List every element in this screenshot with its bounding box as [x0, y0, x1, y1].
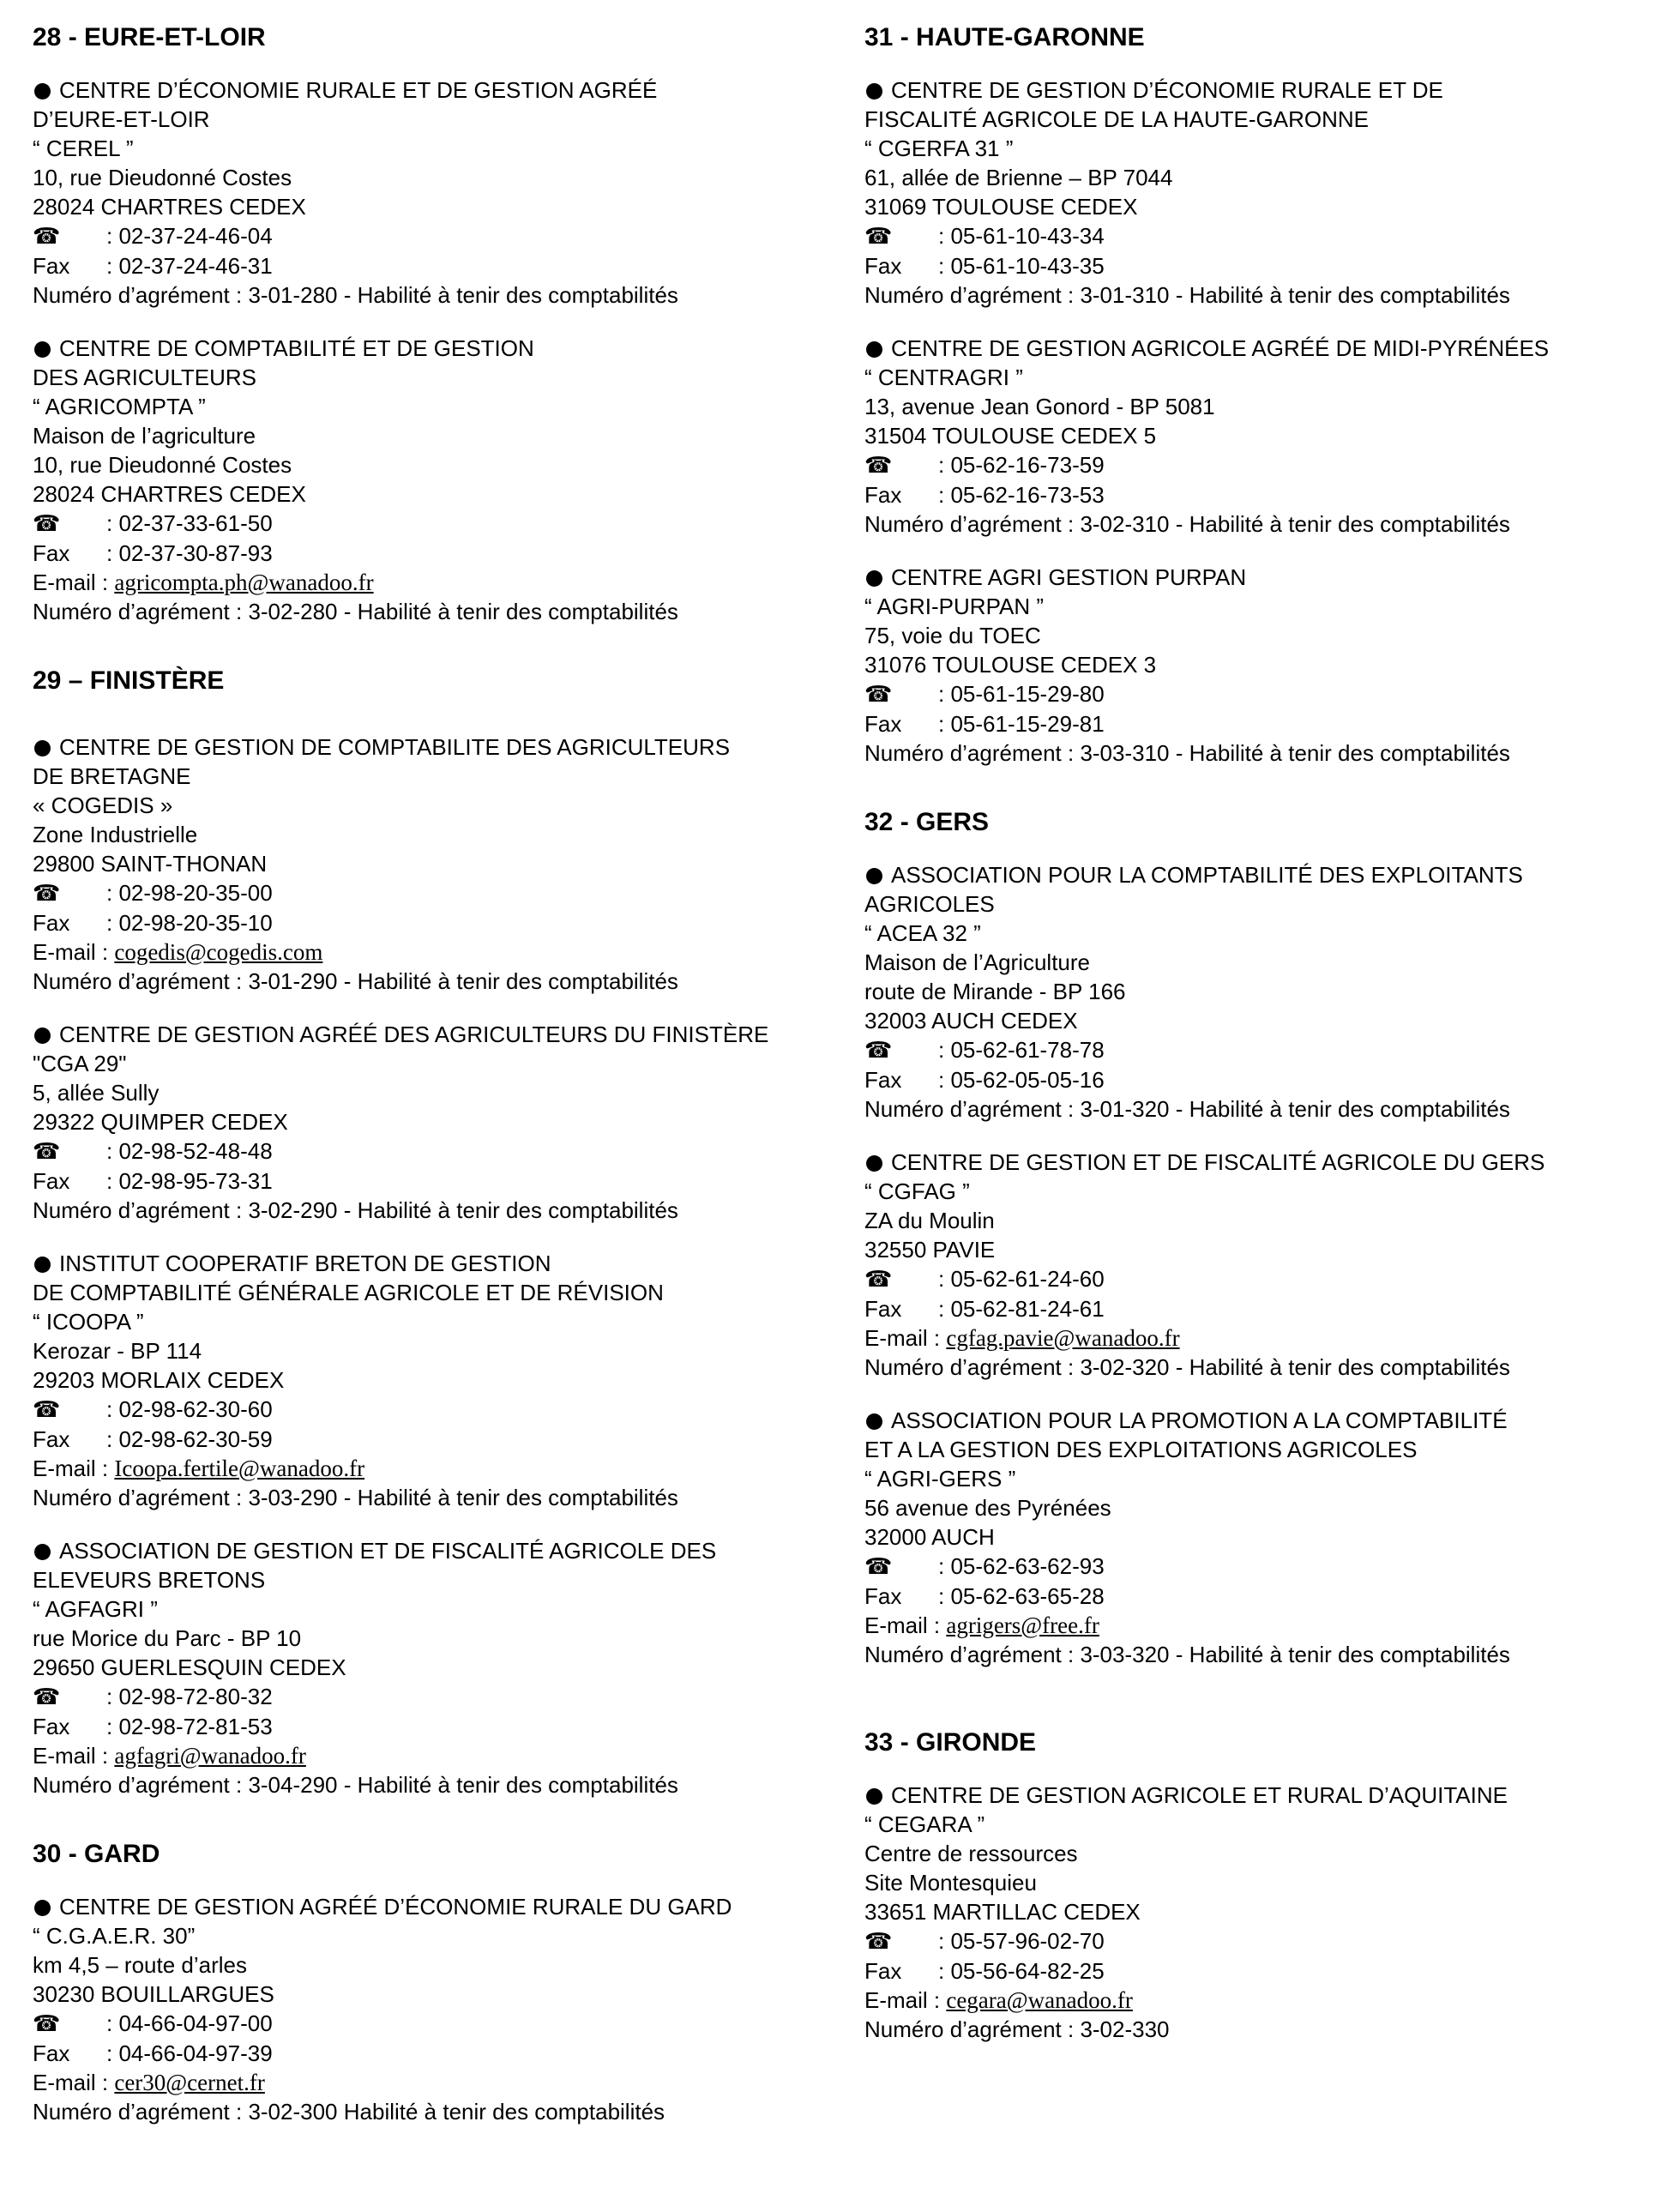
agrement-number: Numéro d’agrément : 3-01-290 - Habilité à tenir des comptabilités — [33, 968, 678, 994]
fax-label: Fax — [864, 1583, 902, 1609]
address-line: ET A LA GESTION DES EXPLOITATIONS AGRICOLES — [864, 1437, 1418, 1462]
address-line: “ AGRI-PURPAN ” — [864, 594, 1044, 619]
phone-number: : 05-57-96-02-70 — [938, 1928, 1105, 1954]
agrement-number: Numéro d’agrément : 3-03-320 - Habilité à tenir des comptabilités — [864, 1642, 1510, 1667]
phone-row — [864, 1552, 1674, 1582]
section-title: 28 - EURE-ET-LOIR — [33, 23, 266, 51]
address-line: 10, rue Dieudonné Costes — [33, 165, 292, 190]
organization-name-text: CENTRE DE GESTION AGRÉÉ DES AGRICULTEURS DU FINISTÈRE — [59, 1022, 769, 1047]
phone-row — [33, 1395, 847, 1425]
email-label: E-mail : — [33, 939, 115, 965]
bullet-icon — [34, 83, 51, 99]
fax-number: : 02-98-72-81-53 — [106, 1714, 273, 1739]
fax-label: Fax — [33, 2040, 70, 2066]
directory-entry — [33, 1536, 847, 1799]
email-link[interactable]: cer30@cernet.fr — [114, 2070, 265, 2095]
bullet-icon — [34, 740, 51, 756]
directory-entry — [33, 1892, 847, 2126]
department-section — [33, 22, 847, 626]
telephone-icon: ☎ — [864, 224, 893, 250]
address-line: 32000 AUCH — [864, 1524, 995, 1550]
email-label: E-mail : — [864, 1987, 947, 2013]
fax-number: : 05-62-63-65-28 — [938, 1583, 1105, 1609]
email-link[interactable]: cgfag.pavie@wanadoo.fr — [946, 1325, 1180, 1351]
directory-entry — [864, 563, 1674, 768]
fax-row — [864, 1294, 1674, 1323]
agrement-number: Numéro d’agrément : 3-03-310 - Habilité à tenir des comptabilités — [864, 740, 1510, 766]
agrement-number: Numéro d’agrément : 3-01-310 - Habilité à tenir des comptabilités — [864, 282, 1510, 308]
telephone-icon: ☎ — [33, 511, 61, 537]
address-line: 29800 SAINT-THONAN — [33, 851, 268, 877]
bullet-icon — [34, 1028, 51, 1044]
organization-name-text: CENTRE DE COMPTABILITÉ ET DE GESTION — [59, 335, 534, 361]
fax-row — [33, 1425, 847, 1454]
address-line: “ C.G.A.E.R. 30” — [33, 1923, 196, 1949]
bullet-icon — [34, 1900, 51, 1916]
phone-row — [33, 1136, 847, 1166]
address-line: 32550 PAVIE — [864, 1237, 996, 1263]
fax-row — [33, 1166, 847, 1196]
fax-label: Fax — [33, 1426, 70, 1452]
section-title: 33 - GIRONDE — [864, 1728, 1037, 1757]
address-line: 29322 QUIMPER CEDEX — [33, 1109, 288, 1135]
phone-number: : 02-98-62-30-60 — [106, 1396, 273, 1422]
organization-name — [864, 1781, 1674, 1810]
address-line: 29650 GUERLESQUIN CEDEX — [33, 1654, 346, 1680]
address-line: 5, allée Sully — [33, 1080, 160, 1106]
section-title: 30 - GARD — [33, 1840, 160, 1868]
bullet-icon — [34, 1544, 51, 1560]
address-line: FISCALITÉ AGRICOLE DE LA HAUTE-GARONNE — [864, 106, 1370, 132]
address-line: AGRICOLES — [864, 891, 995, 917]
fax-number: : 05-62-05-05-16 — [938, 1067, 1105, 1093]
address-line: ZA du Moulin — [864, 1208, 995, 1233]
telephone-icon: ☎ — [864, 1038, 893, 1064]
fax-number: : 02-98-95-73-31 — [106, 1168, 273, 1194]
section-title: 31 - HAUTE-GARONNE — [864, 23, 1145, 51]
phone-number: : 02-37-24-46-04 — [106, 223, 273, 249]
address-line: “ CEGARA ” — [864, 1811, 985, 1837]
phone-row — [864, 450, 1674, 480]
email-row — [33, 1741, 847, 1770]
organization-name-text: CENTRE D’ÉCONOMIE RURALE ET DE GESTION AGRÉÉ — [59, 77, 658, 103]
directory-entry — [864, 1406, 1674, 1669]
address-line: Centre de ressources — [864, 1841, 1078, 1866]
organization-name — [33, 1020, 847, 1049]
address-line: 31076 TOULOUSE CEDEX 3 — [864, 652, 1157, 678]
fax-label: Fax — [864, 1067, 902, 1093]
phone-number: : 05-62-61-24-60 — [938, 1266, 1105, 1292]
directory-entry — [33, 1249, 847, 1512]
agrement-number: Numéro d’agrément : 3-01-280 - Habilité à tenir des comptabilités — [33, 282, 678, 308]
organization-name-text: CENTRE AGRI GESTION PURPAN — [891, 564, 1247, 590]
address-line: rue Morice du Parc - BP 10 — [33, 1625, 302, 1651]
agrement-number: Numéro d’agrément : 3-02-280 - Habilité à tenir des comptabilités — [33, 599, 678, 624]
phone-row — [33, 1682, 847, 1712]
address-line: km 4,5 – route d’arles — [33, 1952, 248, 1978]
fax-number: : 05-56-64-82-25 — [938, 1958, 1105, 1984]
telephone-icon: ☎ — [33, 2011, 61, 2037]
fax-row — [33, 1712, 847, 1741]
directory-entry — [33, 732, 847, 996]
department-section — [864, 1727, 1674, 2044]
bullet-icon — [866, 1788, 882, 1805]
directory-entry — [33, 334, 847, 626]
phone-row — [864, 1926, 1674, 1956]
organization-name — [864, 563, 1674, 592]
phone-number: : 05-62-61-78-78 — [938, 1037, 1105, 1063]
fax-label: Fax — [33, 540, 70, 566]
address-line: “ CENTRAGRI ” — [864, 365, 1023, 390]
organization-name — [33, 334, 847, 363]
fax-row — [33, 539, 847, 568]
email-label: E-mail : — [33, 570, 115, 595]
fax-label: Fax — [864, 253, 902, 279]
phone-number: : 05-61-15-29-80 — [938, 681, 1105, 707]
fax-label: Fax — [33, 910, 70, 936]
directory-entry — [864, 75, 1674, 310]
address-line: route de Mirande - BP 166 — [864, 979, 1126, 1004]
phone-number: : 02-37-33-61-50 — [106, 510, 273, 536]
right-column — [864, 22, 1674, 2068]
email-row — [33, 568, 847, 597]
phone-number: : 02-98-20-35-00 — [106, 880, 273, 906]
address-line: 29203 MORLAIX CEDEX — [33, 1367, 285, 1393]
organization-name-text: CENTRE DE GESTION DE COMPTABILITE DES AGRICULTEURS — [59, 734, 731, 760]
address-line: “ CGERFA 31 ” — [864, 136, 1014, 161]
phone-row — [864, 1035, 1674, 1065]
bullet-icon — [866, 570, 882, 587]
bullet-icon — [34, 341, 51, 358]
address-line: “ ICOOPA ” — [33, 1309, 144, 1335]
fax-row — [33, 2039, 847, 2068]
address-line: DE COMPTABILITÉ GÉNÉRALE AGRICOLE ET DE RÉVISION — [33, 1280, 664, 1305]
organization-name-text: CENTRE DE GESTION D’ÉCONOMIE RURALE ET DE — [891, 77, 1443, 103]
fax-label: Fax — [864, 1958, 902, 1984]
address-line: 30230 BOUILLARGUES — [33, 1981, 274, 2007]
organization-name — [864, 1406, 1674, 1435]
bullet-icon — [34, 1257, 51, 1273]
organization-name-text: ASSOCIATION DE GESTION ET DE FISCALITÉ AGRICOLE DES — [59, 1538, 717, 1564]
department-section — [864, 22, 1674, 768]
organization-name-text: CENTRE DE GESTION AGRICOLE ET RURAL D’AQUITAINE — [891, 1782, 1508, 1808]
address-line: “ CGFAG ” — [864, 1178, 970, 1204]
fax-number: : 05-61-10-43-35 — [938, 253, 1105, 279]
telephone-icon: ☎ — [33, 1685, 61, 1710]
email-link[interactable]: agfagri@wanadoo.fr — [114, 1743, 306, 1769]
organization-name-text: CENTRE DE GESTION AGRÉÉ D’ÉCONOMIE RURALE DU GARD — [59, 1894, 732, 1920]
section-title: 29 – FINISTÈRE — [33, 666, 225, 695]
organization-name-text: ASSOCIATION POUR LA COMPTABILITÉ DES EXPLOITANTS — [891, 862, 1523, 888]
email-row — [864, 1323, 1674, 1353]
organization-name — [33, 1892, 847, 1921]
agrement-number: Numéro d’agrément : 3-02-310 - Habilité à tenir des comptabilités — [864, 511, 1510, 537]
email-link[interactable]: agricompta.ph@wanadoo.fr — [114, 570, 374, 595]
department-section — [864, 807, 1674, 1669]
bullet-icon — [866, 1413, 882, 1430]
address-line: 31504 TOULOUSE CEDEX 5 — [864, 423, 1157, 449]
agrement-number: Numéro d’agrément : 3-03-290 - Habilité à tenir des comptabilités — [33, 1485, 678, 1510]
left-column — [33, 22, 847, 2150]
email-row — [864, 1986, 1674, 2015]
phone-row — [864, 679, 1674, 709]
bullet-icon — [866, 83, 882, 99]
fax-row — [864, 709, 1674, 738]
address-line: 75, voie du TOEC — [864, 623, 1041, 648]
fax-row — [33, 251, 847, 280]
phone-row — [33, 509, 847, 539]
agrement-number: Numéro d’agrément : 3-02-290 - Habilité à tenir des comptabilités — [33, 1197, 678, 1223]
address-line: “ AGFAGRI ” — [33, 1596, 158, 1622]
telephone-icon: ☎ — [33, 224, 61, 250]
fax-row — [33, 908, 847, 937]
organization-name — [864, 1148, 1674, 1177]
email-label: E-mail : — [33, 2070, 115, 2095]
email-label: E-mail : — [864, 1612, 947, 1638]
address-line: 61, allée de Brienne – BP 7044 — [864, 165, 1173, 190]
address-line: “ ACEA 32 ” — [864, 920, 981, 946]
telephone-icon: ☎ — [864, 682, 893, 708]
telephone-icon: ☎ — [33, 1139, 61, 1165]
address-line: 28024 CHARTRES CEDEX — [33, 194, 306, 220]
department-section — [33, 666, 847, 1799]
telephone-icon: ☎ — [864, 1554, 893, 1580]
directory-entry — [33, 1020, 847, 1225]
agrement-number: Numéro d’agrément : 3-02-320 - Habilité à tenir des comptabilités — [864, 1354, 1510, 1380]
address-line: DE BRETAGNE — [33, 763, 191, 789]
phone-number: : 02-98-72-80-32 — [106, 1684, 273, 1709]
address-line: 31069 TOULOUSE CEDEX — [864, 194, 1138, 220]
bullet-icon — [866, 1155, 882, 1172]
agrement-number: Numéro d’agrément : 3-01-320 - Habilité à tenir des comptabilités — [864, 1096, 1510, 1122]
organization-name-text: CENTRE DE GESTION ET DE FISCALITÉ AGRICOLE DU GERS — [891, 1149, 1545, 1175]
agrement-number: Numéro d’agrément : 3-04-290 - Habilité à tenir des comptabilités — [33, 1772, 678, 1798]
phone-row — [864, 1264, 1674, 1294]
fax-number: : 02-98-20-35-10 — [106, 910, 273, 936]
organization-name — [33, 75, 847, 105]
organization-name — [33, 1536, 847, 1565]
directory-entry — [864, 860, 1674, 1124]
email-row — [33, 1454, 847, 1483]
bullet-icon — [866, 868, 882, 884]
fax-number: : 05-62-16-73-53 — [938, 482, 1105, 508]
fax-row — [864, 1956, 1674, 1986]
address-line: "CGA 29" — [33, 1051, 127, 1076]
agrement-number: Numéro d’agrément : 3-02-330 — [864, 2016, 1170, 2042]
telephone-icon: ☎ — [864, 1929, 893, 1955]
address-line: 13, avenue Jean Gonord - BP 5081 — [864, 394, 1215, 419]
email-label: E-mail : — [864, 1325, 947, 1351]
fax-label: Fax — [864, 482, 902, 508]
email-label: E-mail : — [33, 1456, 115, 1481]
phone-number: : 05-62-63-62-93 — [938, 1553, 1105, 1579]
email-row — [33, 2068, 847, 2097]
organization-name-text: CENTRE DE GESTION AGRICOLE AGRÉÉ DE MIDI-PYRÉNÉES — [891, 335, 1550, 361]
phone-number: : 02-98-52-48-48 — [106, 1138, 273, 1164]
phone-number: : 05-61-10-43-34 — [938, 223, 1105, 249]
phone-row — [33, 221, 847, 251]
fax-number: : 02-98-62-30-59 — [106, 1426, 273, 1452]
directory-entry — [864, 1781, 1674, 2044]
fax-number: : 04-66-04-97-39 — [106, 2040, 273, 2066]
bullet-icon — [866, 341, 882, 358]
address-line: 32003 AUCH CEDEX — [864, 1008, 1078, 1034]
address-line: ELEVEURS BRETONS — [33, 1567, 266, 1593]
phone-number: : 04-66-04-97-00 — [106, 2010, 273, 2036]
telephone-icon: ☎ — [33, 1397, 61, 1423]
fax-number: : 02-37-30-87-93 — [106, 540, 273, 566]
address-line: Zone Industrielle — [33, 822, 198, 847]
organization-name-text: ASSOCIATION POUR LA PROMOTION A LA COMPTABILITÉ — [891, 1407, 1508, 1433]
organization-name — [33, 732, 847, 762]
telephone-icon: ☎ — [864, 1267, 893, 1293]
phone-row — [33, 878, 847, 908]
address-line: DES AGRICULTEURS — [33, 365, 257, 390]
fax-label: Fax — [864, 711, 902, 737]
fax-row — [864, 251, 1674, 280]
email-label: E-mail : — [33, 1743, 115, 1769]
email-link[interactable]: cegara@wanadoo.fr — [946, 1987, 1133, 2013]
phone-number: : 05-62-16-73-59 — [938, 452, 1105, 478]
address-line: D’EURE-ET-LOIR — [33, 106, 210, 132]
organization-name — [864, 75, 1674, 105]
fax-label: Fax — [33, 1168, 70, 1194]
fax-number: : 05-61-15-29-81 — [938, 711, 1105, 737]
fax-label: Fax — [33, 253, 70, 279]
organization-name — [864, 860, 1674, 889]
address-line: 33651 MARTILLAC CEDEX — [864, 1899, 1141, 1925]
agrement-number: Numéro d’agrément : 3-02-300 Habilité à tenir des comptabilités — [33, 2099, 665, 2125]
fax-row — [864, 480, 1674, 509]
email-link[interactable]: agrigers@free.fr — [946, 1612, 1099, 1638]
organization-name — [864, 334, 1674, 363]
address-line: “ AGRI-GERS ” — [864, 1466, 1016, 1492]
section-title: 32 - GERS — [864, 808, 990, 836]
address-line: 10, rue Dieudonné Costes — [33, 452, 292, 478]
address-line: Kerozar - BP 114 — [33, 1338, 202, 1364]
address-line: 28024 CHARTRES CEDEX — [33, 481, 306, 507]
department-section — [33, 1839, 847, 2126]
organization-name-text: INSTITUT COOPERATIF BRETON DE GESTION — [59, 1251, 551, 1276]
address-line: « COGEDIS » — [33, 793, 173, 818]
organization-name — [33, 1249, 847, 1278]
fax-label: Fax — [864, 1296, 902, 1322]
address-line: Maison de l’agriculture — [33, 423, 256, 449]
fax-row — [864, 1582, 1674, 1611]
email-row — [33, 937, 847, 967]
fax-row — [864, 1065, 1674, 1094]
address-line: Maison de l’Agriculture — [864, 949, 1091, 975]
directory-entry — [33, 75, 847, 310]
address-line: 56 avenue des Pyrénées — [864, 1495, 1111, 1521]
address-line: “ AGRICOMPTA ” — [33, 394, 206, 419]
directory-entry — [864, 1148, 1674, 1382]
fax-number: : 02-37-24-46-31 — [106, 253, 273, 279]
address-line: Site Montesquieu — [864, 1870, 1037, 1896]
email-link[interactable]: Icoopa.fertile@wanadoo.fr — [114, 1456, 365, 1481]
fax-label: Fax — [33, 1714, 70, 1739]
phone-row — [864, 221, 1674, 251]
telephone-icon: ☎ — [864, 453, 893, 479]
phone-row — [33, 2009, 847, 2039]
fax-number: : 05-62-81-24-61 — [938, 1296, 1105, 1322]
address-line: “ CEREL ” — [33, 136, 134, 161]
telephone-icon: ☎ — [33, 881, 61, 907]
email-link[interactable]: cogedis@cogedis.com — [114, 939, 323, 965]
directory-entry — [864, 334, 1674, 539]
email-row — [864, 1611, 1674, 1640]
